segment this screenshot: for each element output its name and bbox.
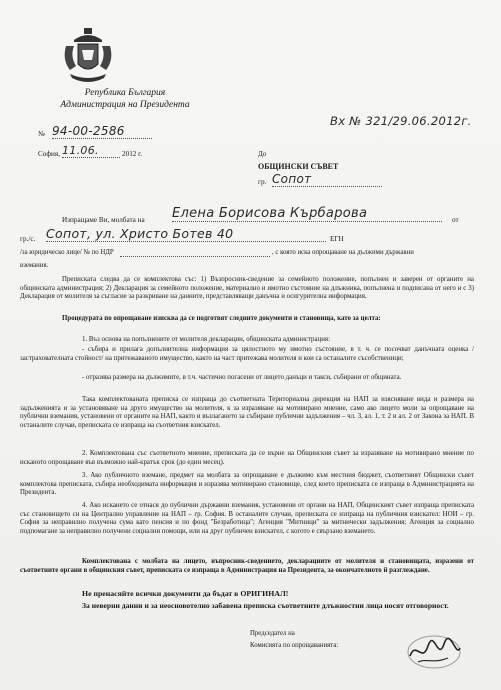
republic-label: Република България [84, 88, 166, 98]
claims-label: вземания. [20, 262, 49, 269]
city-name: Сопот [272, 172, 382, 187]
sent-prefix: Изпращаме Ви, молбата на [62, 216, 145, 224]
address-value: Сопот, ул. Христо Ботев 40 [46, 226, 326, 242]
paragraph-completion: Преписката следва да се комплектова със: 1) Възпросник-сведение за семейното положение, попълнен и заверен от органите на общинската администрация; 2) Декларация за семейното положение, материално и имотно състояние на длъжника, попълнена и подписана от него и с 3) Декларация от молителя за съгласие за разкриване на данните, представляващи данъчна и осигурителна информация. [20, 276, 474, 300]
paragraph-step-3: 3. Ако публичното вземане, предмет на молбата за опрощаване е дължимо към местния бюджет, съответният Общински съвет комплектова преписката, събира необходимата информация и изразява мотивирано становище, след което преписката се изпраща в Администрацията на Президента. [20, 472, 474, 496]
coat-of-arms-icon [60, 26, 116, 88]
address-prefix: гр./с. [20, 235, 36, 243]
reg-number-prefix: № [38, 130, 45, 138]
incoming-number: Вх № 321/29.06.2012г. [330, 114, 472, 128]
reg-number: 94-00-2586 [52, 124, 152, 139]
paragraph-step-2: 2. Комплектована със съответното мнение, преписката да се върне на Общинския съвет за изразяване на мотивирано мнение по исканото опрощаване във възможно най-кратък срок (до един месец). [20, 450, 474, 466]
egn-label: ЕГН [330, 235, 344, 243]
procedure-heading: Процедурата по опрощаване изисква да се подготвят следните документи и становища, като за целта: [62, 315, 381, 322]
original-notice: Не пренасяйте всички документи да бъдат в ОРИГИНАЛ! [82, 589, 289, 598]
addressee-to: До [258, 150, 267, 158]
signature-icon [404, 632, 464, 670]
sofia-prefix: София, [38, 150, 60, 158]
paragraph-nap: Така комплектованата преписка се изпраща до съответната Териториална дирекция на НАП за изясняване вида и размера на задълженията и за установяване на друго имущество на молителя, к за изразяване на мотивирано мнение, само ако лицето моли за опрощаване на публични вземания, установени от органите на НАП, както и възлагането за събиране публични задължения – чл. 3, ал. 1, т. 2 и ал. 2 от Закона за НАП. В останалите случаи, преписката се изпраща на съответния взискател. [20, 396, 474, 429]
legal-line: /за юридическо лице/ № по НДР [20, 249, 114, 256]
legal-rest: , с която иска опрощаване на дължими държавни [272, 249, 414, 256]
paragraph-step-1: 1. Въз основа на попълнените от молителя декларации, общинската администрация: [82, 336, 330, 343]
addressee-council: ОБЩИНСКИ СЪВЕТ [258, 162, 339, 171]
city-prefix: гр. [258, 178, 267, 186]
ndr-blank [120, 255, 270, 257]
signature-title-1: Председател на [250, 630, 295, 637]
liability-notice: За неверни данни и за неосновотелно забавена преписка съответните длъжностни лица носят отговорност. [82, 601, 449, 610]
paragraph-step-4: 4. Ако искането се отнася до публични държавни вземания, установени от органи на НАП, Общинският съвет изпраща преписката със становището си на Централно управление на НАП – гр. София. В останалите случаи, преписката се изпраща на публичния взискател: НОИ – гр. София за неправилно получена сума като пенсия и по фонд "Безработица"; Агенция "Митници" за митнически задължения; Агенция за социално подпомагане за неправилно получени социални помощи, или на друг публичен взискател, с когото е свързано вземането. [20, 502, 474, 535]
paragraph-step-1b: - отразява размера на дължимите, в т.ч. частично погасени от лицето данъци и такси, събирани от общината. [82, 374, 402, 381]
paragraph-completed: Комплектована с молбата на лицето, въпросник-сведението, декларациите от молителя и становищата, изразени от съответните органи в общинския съвет, преписката се изпраща в Администрация на Президента, за окончателното й разглеждане. [20, 558, 474, 574]
signature-title-2: Комисията по опрощаванията: [250, 642, 339, 649]
paragraph-step-1a: - събира и прилага допълнителна информация за цялостното му имотно състояние, в т. ч. се посочват данъчната оценка /застрахователната стойност/ на притежаваното имущество, както на част притежава молителя и кои са останалите съсобственици; [20, 346, 474, 362]
year-suffix: 2012 г. [122, 150, 143, 158]
applicant-name: Елена Борисова Кърбарова [172, 206, 442, 222]
from-label: от [452, 216, 459, 224]
administration-label: Администрация на Президента [60, 100, 190, 110]
sofia-date: 11.06. [62, 144, 120, 158]
